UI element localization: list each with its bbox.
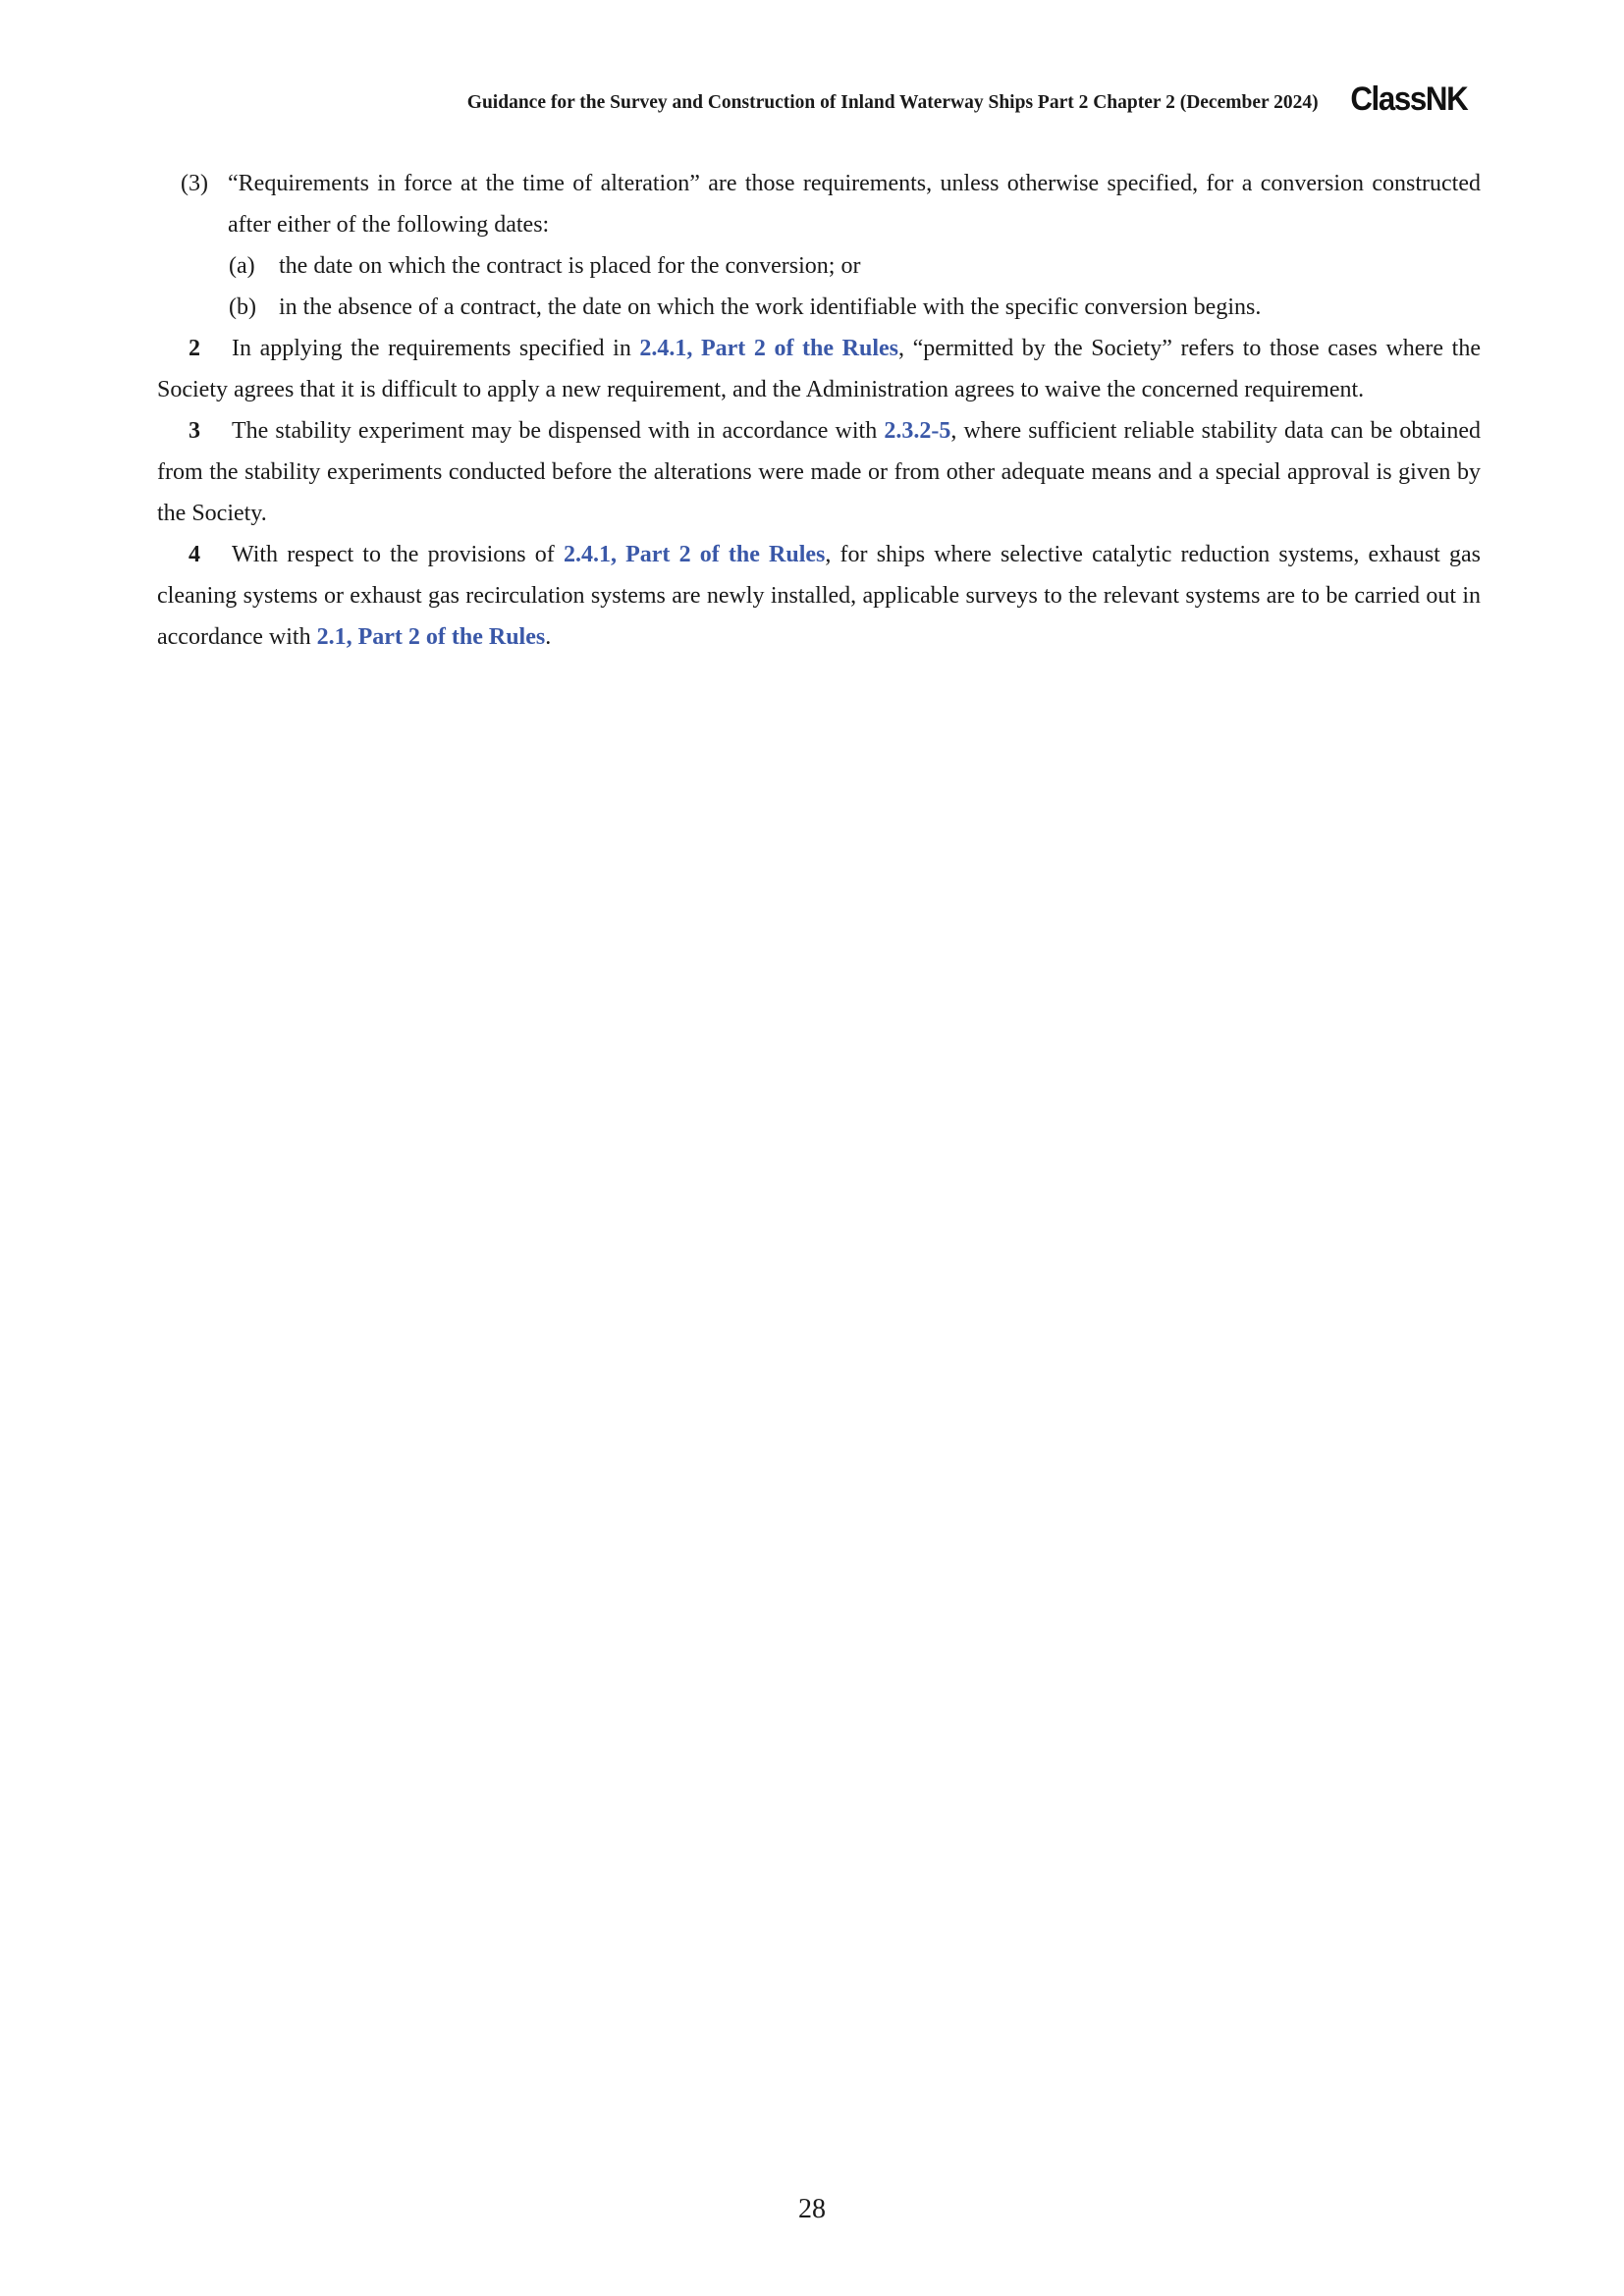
- page-number: 28: [798, 2194, 826, 2224]
- list-label: (3): [181, 171, 208, 196]
- list-item-a: [157, 245, 1481, 287]
- paragraph-4: [157, 534, 1481, 658]
- document-title: Guidance for the Survey and Construction of Inland Waterway Ships Part 2 Chapter 2 (December 2024): [466, 91, 1319, 113]
- list-item-b: [157, 287, 1481, 328]
- paragraph-number: 4: [189, 542, 200, 567]
- list-item-3: [157, 163, 1481, 245]
- rule-reference-link[interactable]: 2.4.1, Part 2 of the Rules: [639, 336, 898, 361]
- paragraph-2: [157, 328, 1481, 410]
- rule-reference-link[interactable]: 2.1, Part 2 of the Rules: [316, 624, 546, 650]
- paragraph-text: .: [545, 624, 552, 650]
- list-label: (a): [229, 253, 255, 279]
- classnk-logo: ClassNK: [1350, 80, 1467, 118]
- paragraph-number: 3: [189, 418, 200, 444]
- list-text: the date on which the contract is placed for the conversion; or: [279, 253, 861, 279]
- page-header: [157, 80, 1467, 119]
- list-label: (b): [229, 294, 256, 320]
- paragraph-text: , where sufficient reliable stability data can be obtained from the stability experiments conducted before the alterations were made or from other adequate means and a special approval is given by the Society.: [157, 418, 1481, 526]
- paragraph-text: , for ships where selective catalytic reduction systems, exhaust gas cleaning systems or exhaust gas recirculation systems are newly installed, applicable surveys to the relevant systems are to be carried out in accordance with: [157, 542, 1481, 650]
- list-text: “Requirements in force at the time of alteration” are those requirements, unless otherwise specified, for a conversion constructed after either of the following dates:: [228, 171, 1481, 238]
- paragraph-text: , “permitted by the Society” refers to those cases where the Society agrees that it is difficult to apply a new requirement, and the Administration agrees to waive the concerned requirement.: [157, 336, 1481, 402]
- list-text: in the absence of a contract, the date on which the work identifiable with the specific conversion begins.: [279, 294, 1262, 320]
- paragraph-text: The stability experiment may be dispensed with in accordance with: [232, 418, 885, 444]
- paragraph-3: [157, 410, 1481, 534]
- rule-reference-link[interactable]: 2.4.1, Part 2 of the Rules: [563, 542, 826, 567]
- paragraph-number: 2: [189, 336, 200, 361]
- rule-reference-link[interactable]: 2.3.2-5: [884, 418, 951, 444]
- document-body: [157, 163, 1481, 658]
- paragraph-text: In applying the requirements specified in: [232, 336, 640, 361]
- paragraph-text: With respect to the provisions of: [232, 542, 564, 567]
